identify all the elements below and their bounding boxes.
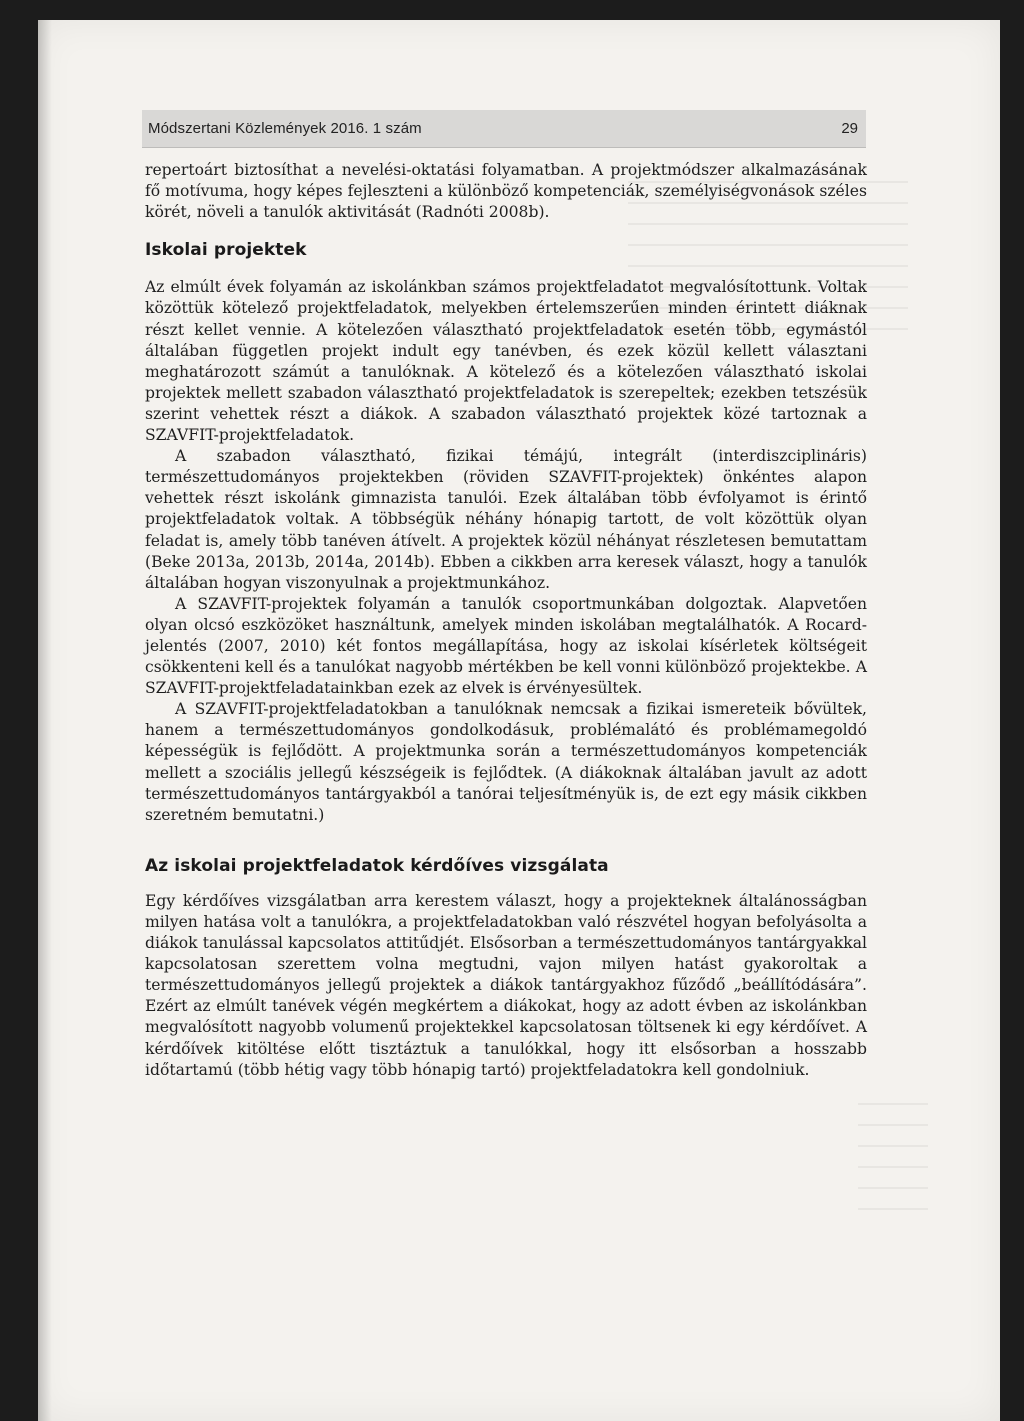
section-heading-kerdoives-vizsgalat: Az iskolai projektfeladatok kérdőíves vizsgálata: [145, 855, 609, 876]
running-header: [142, 110, 866, 148]
section1-paragraph-2: A szabadon választható, fizikai témájú, integrált (interdiszciplináris) természettudományos projektekben (röviden SZAVFIT-projektek) önkéntes alapon vehettek részt iskolánk gimnazista tanulói. Ezek általában több évfolyamot is érintő projektfeladatok voltak. A többségük néhány hónapig tartott, de volt közöttük olyan feladat is, amely több tanéven átívelt. A projektek közül néhányat részletesen bemutattam (Beke 2013a, 2013b, 2014a, 2014b). Ebben a cikkben arra keresek választ, hogy a tanulók általában hogyan viszonyulnak a projektmunkához.: [145, 447, 867, 592]
page-gutter-shadow: [38, 20, 52, 1421]
show-through-texture-lower: [858, 1100, 928, 1210]
page-number: 29: [841, 120, 858, 137]
section1-paragraph-3: A SZAVFIT-projektek folyamán a tanulók csoportmunkában dolgoztak. Alapvetően olyan olcsó eszközöket használtunk, amelyek minden iskolában megtalálhatók. A Rocard-jelentés (2007, 2010) két fontos megállapítása, hogy az iskolai kísérletek költségeit csökkenteni kell és a tanulókat nagyobb mértékben be kell vonni különböző projektekbe. A SZAVFIT-projektfeladatainkban ezek az elvek is érvényesültek.: [145, 594, 867, 698]
section1-paragraph-4: A SZAVFIT-projektfeladatokban a tanulóknak nemcsak a fizikai ismereteik bővültek, hanem a természettudományos gondolkodásuk, problémalátó és problémamegoldó képességük is fejlődött. A projektmunka során a természettudományos kompetenciák mellett a szociális jellegű készségeik is fejlődtek. (A diákoknak általában javult az adott természettudományos tantárgyakból a tanórai teljesítményük is, de ezt egy másik cikkben szeretném bemutatni.): [145, 700, 867, 824]
section1-paragraph-1: Az elmúlt évek folyamán az iskolánkban számos projektfeladatot megvalósítottunk. Voltak közöttük kötelező projektfeladatok, melyekben értelemszerűen minden érintett diáknak részt kellet vennie. A kötelezően választható projektfeladatok esetén több, egymástól általában független projekt indult egy tanévben, és ezek közül kellett választani meghatározott számút a tanulóknak. A kötelező és a kötelezően választható iskolai projektek mellett szabadon választható projektfeladatok is szerepeltek; ezekben tetszésük szerint vehettek részt a diákok. A szabadon választható projektek közé tartoznak a SZAVFIT-projektfeladatok.: [145, 278, 867, 445]
section2-paragraph-1: Egy kérdőíves vizsgálatban arra kerestem választ, hogy a projekteknek általánosságban milyen hatása volt a tanulókra, a projektfeladatokban való részvétel hogyan befolyásolta a diákok tanulással kapcsolatos attitűdjét. Elsősorban a természettudományos tantárgyakkal kapcsolatosan szerettem volna megtudni, vajon milyen hatást gyakoroltak a természettudományos jellegű projektek a diákok tantárgyakhoz fűződő „beállítódására”. Ezért az elmúlt tanévek végén megkértem a diákokat, hogy az adott évben az iskolánkban megvalósított nagyobb volumenű projektekkel kapcsolatosan töltsenek ki egy kérdőívet. A kérdőívek kitöltése előtt tisztáztuk a tanulókkal, hogy itt elsősorban a hosszabb időtartamú (több hétig vagy több hónapig tartó) projektfeladatokra kell gondolniuk.: [145, 891, 867, 1079]
journal-title: Módszertani Közlemények 2016. 1 szám: [148, 120, 422, 137]
section-heading-iskolai-projektek: Iskolai projektek: [145, 240, 307, 261]
journal-page: [38, 20, 1000, 1421]
intro-paragraph: repertoárt biztosíthat a nevelési-oktatási folyamatban. A projektmódszer alkalmazásának fő motívuma, hogy képes fejleszteni a különböző kompetenciák, személyiségvonások széles körét, növeli a tanulók aktivitását (Radnóti 2008b).: [145, 161, 867, 222]
article-body: [145, 160, 867, 1081]
